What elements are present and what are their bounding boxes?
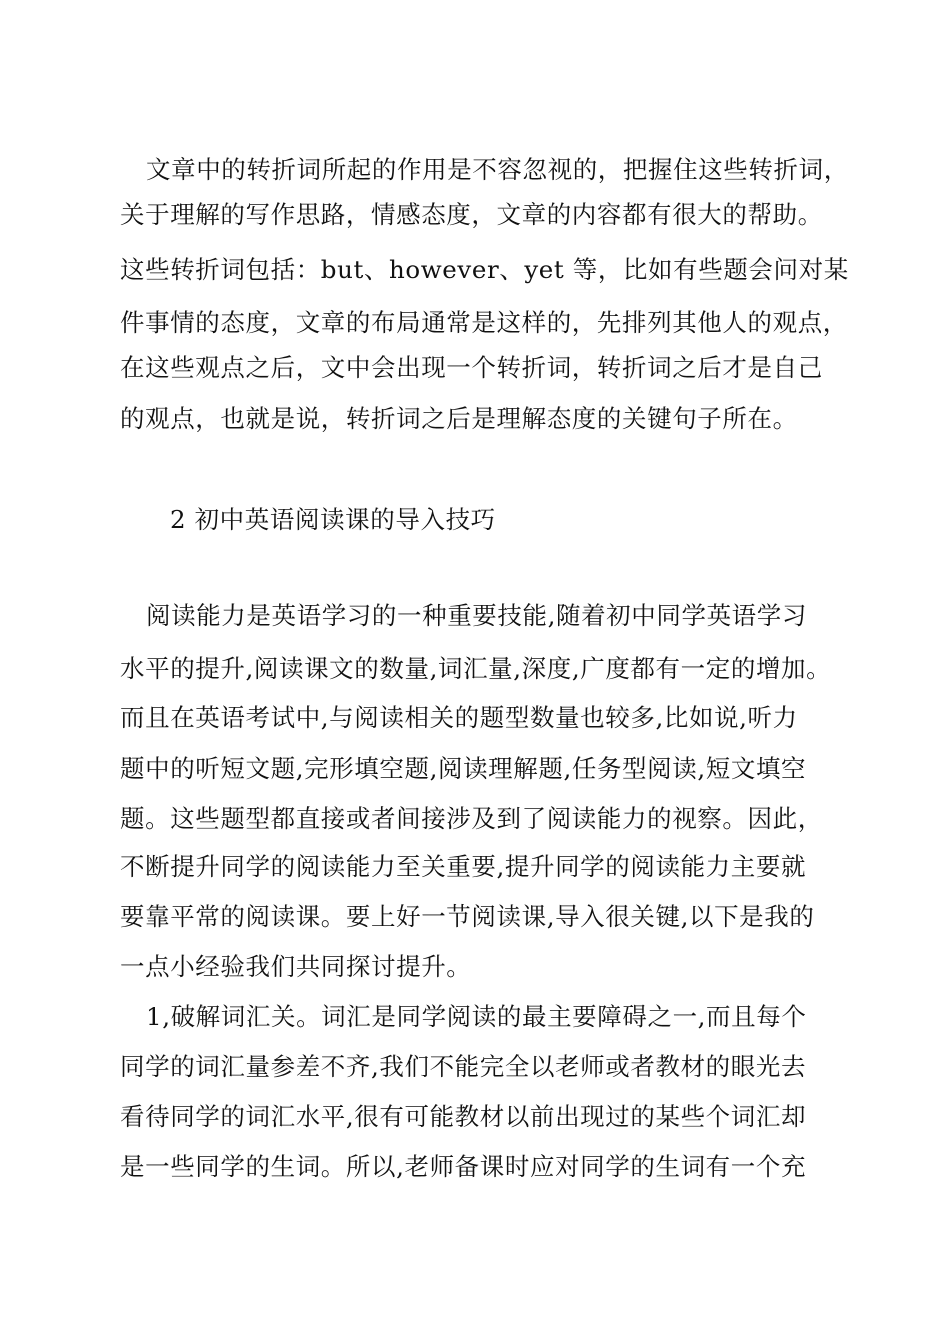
text-line: 在这些观点之后，文中会出现一个转折词，转折词之后才是自己 — [120, 353, 823, 382]
text-line: 关于理解的写作思路，情感态度，文章的内容都有很大的帮助。 — [120, 200, 823, 229]
text-line: 题中的听短文题,完形填空题,阅读理解题,任务型阅读,短文填空 — [120, 754, 807, 783]
text-line: 件事情的态度，文章的布局通常是这样的，先排列其他人的观点， — [120, 308, 848, 337]
text-line: 1,破解词汇关。词汇是同学阅读的最主要障碍之一,而且每个 — [146, 1002, 807, 1031]
text-line: 这些转折词包括：but、however、yet 等，比如有些题会问对某 — [120, 255, 849, 284]
text-line: 阅读能力是英语学习的一种重要技能,随着初中同学英语学习 — [146, 601, 807, 630]
text-line: 文章中的转折词所起的作用是不容忽视的，把握住这些转折词， — [146, 155, 849, 184]
text-line: 的观点，也就是说，转折词之后是理解态度的关键句子所在。 — [120, 404, 798, 433]
text-line: 看待同学的词汇水平,很有可能教材以前出现过的某些个词汇却 — [120, 1102, 807, 1131]
text-line: 一点小经验我们共同探讨提升。 — [120, 952, 472, 981]
text-line: 水平的提升,阅读课文的数量,词汇量,深度,广度都有一定的增加。 — [120, 654, 832, 683]
text-line: 题。这些题型都直接或者间接涉及到了阅读能力的视察。因此， — [120, 804, 823, 833]
text-line: 不断提升同学的阅读能力至关重要,提升同学的阅读能力主要就 — [120, 852, 807, 881]
text-line: 而且在英语考试中,与阅读相关的题型数量也较多,比如说,听力 — [120, 703, 798, 732]
text-line: 是一些同学的生词。所以,老师备课时应对同学的生词有一个充 — [120, 1152, 807, 1181]
text-line: 要靠平常的阅读课。要上好一节阅读课,导入很关键,以下是我的 — [120, 902, 815, 931]
text-line: 同学的词汇量参差不齐,我们不能完全以老师或者教材的眼光去 — [120, 1052, 807, 1081]
section-heading: 2 初中英语阅读课的导入技巧 — [170, 505, 496, 534]
